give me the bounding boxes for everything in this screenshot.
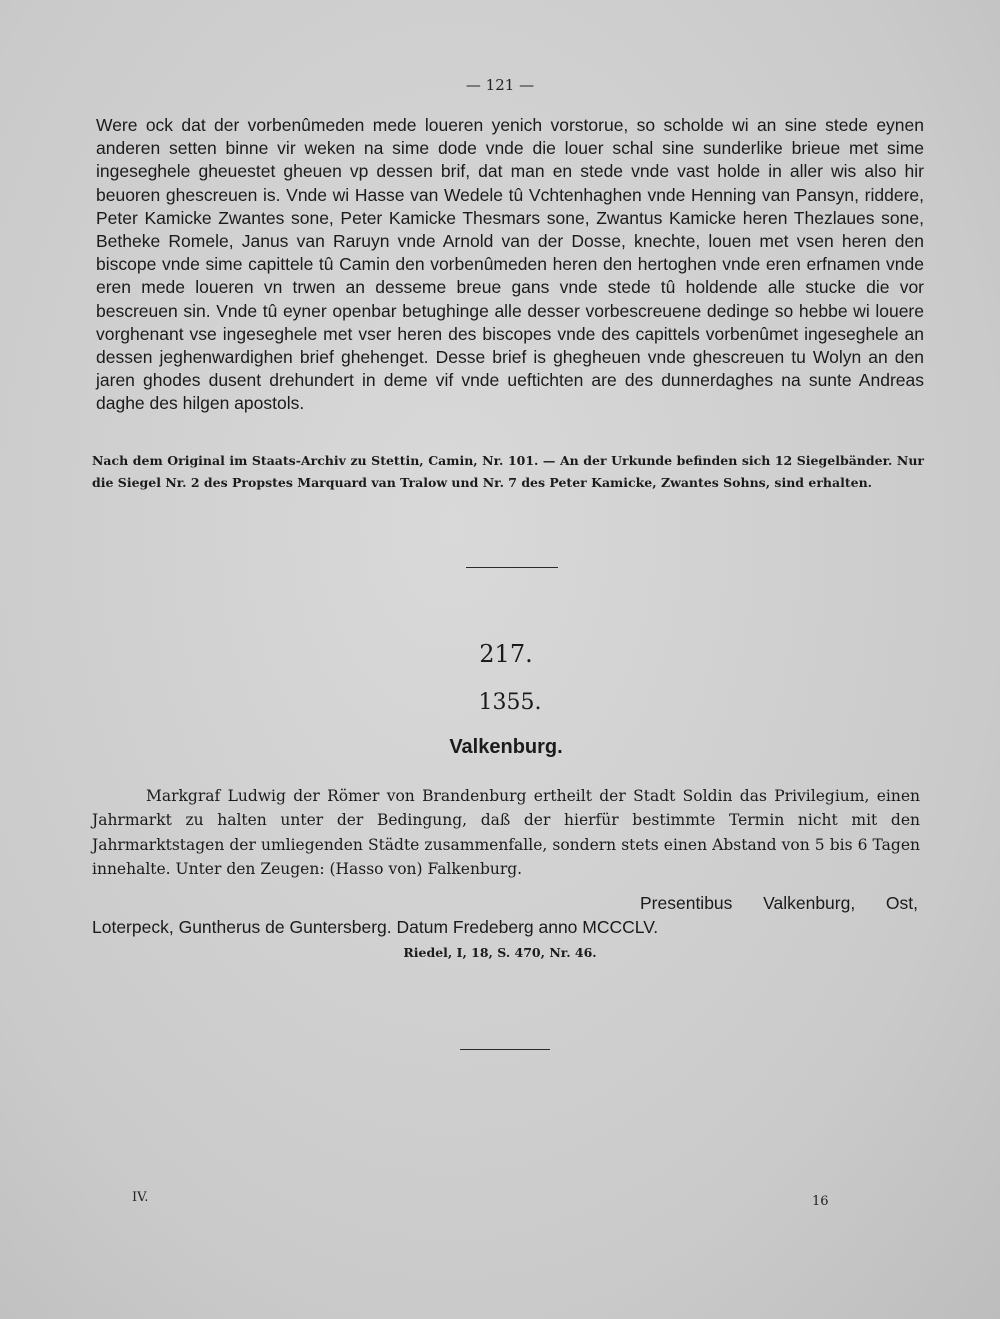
document-place: Valkenburg. [449,736,563,758]
presentibus-text: Presentibus Valkenburg, Ost, Loterpeck, Guntherus de Guntersberg. Datum Fredeberg anno MCCCLV. [92,893,918,937]
section-divider-end [460,1049,550,1050]
document-number: 217. [479,640,533,668]
printer-signature-sheet: 16 [812,1194,829,1209]
document-216-continuation [96,114,924,416]
page-number: — 121 — [465,76,535,94]
document-216-text: Were ock dat der vorbenûmeden mede loueren yenich vorstorue, so scholde wi an sine stede eynen anderen setten binne vir weken na sime dode vnde die louer schal sine sunderlike brieue met sime ingeseghele gheuestet gheuen vp dessen brif, dat man en stede vnde vast holde in aller wis also hir beuoren ghescreuen is. Vnde wi Hasse van Wedele tû Vchtenhaghen vnde Henning van Pansyn, riddere, Peter Kamicke Zwantes sone, Peter Kamicke Thesmars sone, Zwantus Kamicke heren Thezlaues sone, Betheke Romele, Janus van Raruyn vnde Arnold van der Dosse, knechte, louen met vsen heren den biscope vnde sime capittele tû Camin den vorbenûmeden heren den hertoghen vnde eren erfnamen vnde eren mede loueren vn trwen an desseme breue gans vnde stede tû holdende alle stucke die vor bescreuen sin. Vnde tû eyner openbar betughinge alle desser vorbescreuene dedinge so hebbe wi louere vorghenant vse ingeseghele met vser heren des biscopes vnde des capittels vorbenûmet ingeseghele an dessen jeghenwardighen brief ghehenget. Desse brief is ghegheuen vnde ghescreuen tu Wolyn an den jaren ghodes dusent drehundert in deme vif vnde ueftichten are des dunnerdaghes na sunte Andreas daghe des hilgen apostols. [96,115,924,414]
regest-text: Markgraf Ludwig der Römer von Brandenburg ertheilt der Stadt Soldin das Privilegium, einen Jahrmarkt zu halten unter der Bedingung, daß der hierfür bestimmte Termin nicht mit den Jahrmarktstagen der umliegenden Städte zusammenfalle, sondern stets einen Abstand von 5 bis 6 Tagen innehalte. Unter den Zeugen: (Hasso von) Falkenburg. [92,787,920,879]
document-217-regest [92,784,920,882]
document-year: 1355. [478,690,542,715]
document-216-source-note: Nach dem Original im Staats-Archiv zu Stettin, Camin, Nr. 101. — An der Urkunde befinden sich 12 Siegelbänder. Nur die Siegel Nr. 2 des Propstes Marquard van Tralow und Nr. 7 des Peter Kamicke, Zwantes Sohns, sind erhalten. [92,453,924,490]
printer-signature-volume: IV. [132,1190,149,1205]
section-divider [466,567,558,568]
document-217-text [92,891,918,939]
document-217-source-note: Riedel, I, 18, S. 470, Nr. 46. [403,945,597,960]
